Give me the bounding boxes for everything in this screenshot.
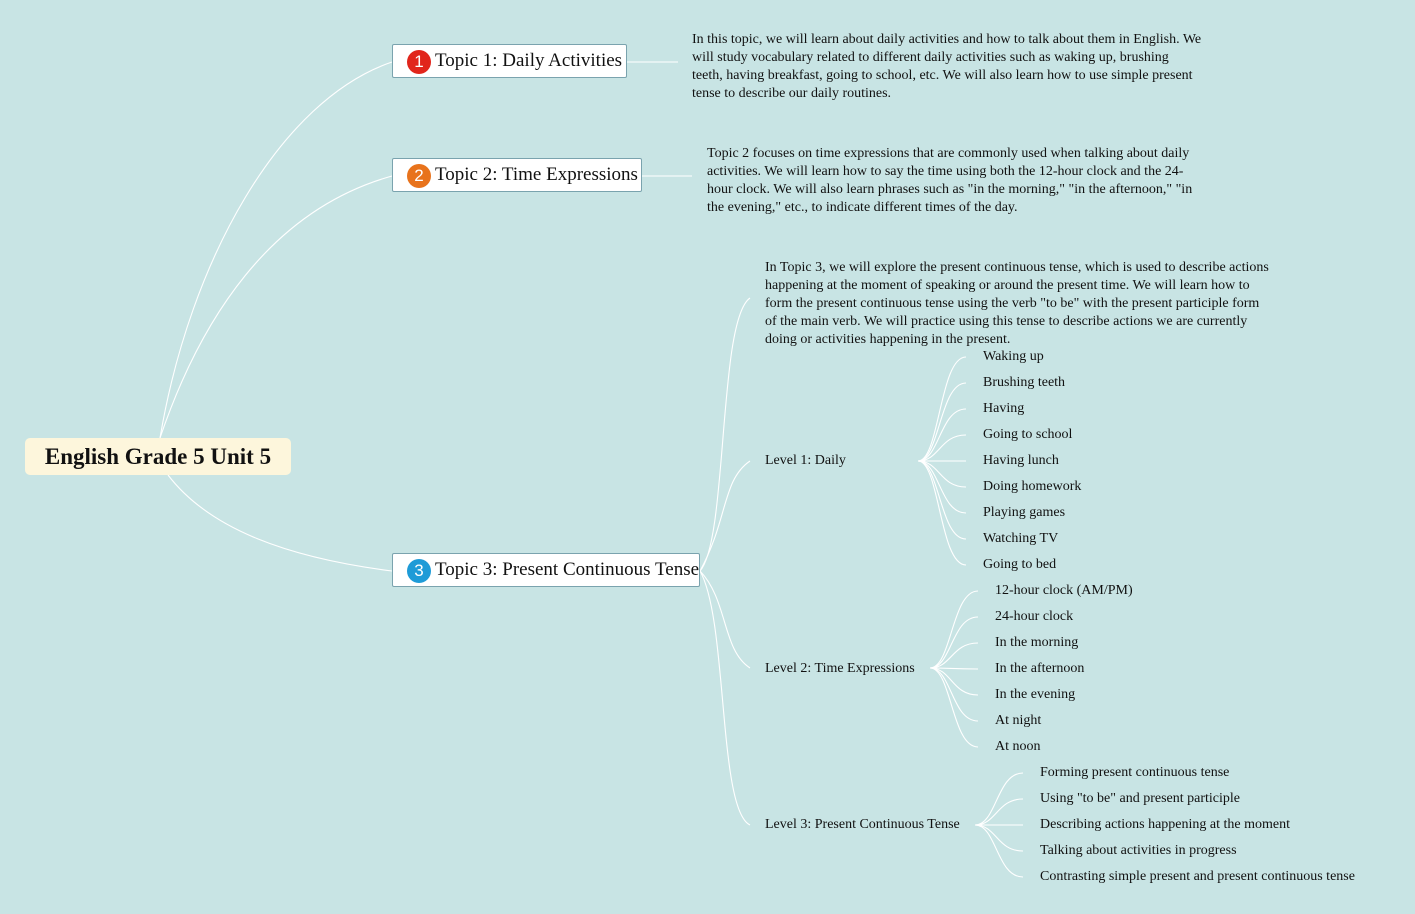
leaf-level-2-item[interactable]: 12-hour clock (AM/PM) — [995, 583, 1133, 598]
leaf-level-2-item[interactable]: In the evening — [995, 687, 1076, 702]
topic-3-label: Topic 3: Present Continuous Tense — [435, 559, 700, 580]
leaf-level-1-item[interactable]: Going to school — [983, 427, 1073, 442]
number-badge-2-icon: 2 — [407, 164, 431, 188]
leaf-connector — [975, 825, 1023, 877]
number-badge-3-icon: 3 — [407, 559, 431, 583]
leaf-level-1-item[interactable]: Waking up — [983, 349, 1044, 364]
topic-2-label: Topic 2: Time Expressions — [435, 164, 638, 185]
leaf-connector — [918, 383, 966, 461]
leaf-level-1-item[interactable]: Having lunch — [983, 453, 1059, 468]
level-2-node[interactable]: Level 2: Time Expressions — [765, 661, 915, 676]
leaf-level-2-item[interactable]: In the morning — [995, 635, 1079, 650]
level-3-node[interactable]: Level 3: Present Continuous Tense — [765, 817, 960, 832]
leaf-level-2-item[interactable]: In the afternoon — [995, 661, 1085, 676]
leaf-level-1-item[interactable]: Brushing teeth — [983, 375, 1066, 390]
leaf-connector — [975, 825, 1023, 851]
leaf-connector — [930, 668, 978, 747]
leaf-level-2-item[interactable]: At noon — [995, 739, 1041, 754]
topic-1-node[interactable] — [392, 44, 627, 78]
leaf-level-1-item[interactable]: Going to bed — [983, 557, 1057, 572]
topic-1-label: Topic 1: Daily Activities — [435, 50, 623, 71]
leaf-connector — [930, 591, 978, 668]
leaf-connector — [975, 773, 1023, 825]
leaf-level-3-item[interactable]: Contrasting simple present and present continuous tense — [1040, 869, 1355, 884]
leaf-connector — [918, 461, 966, 539]
central-topic-label: English Grade 5 Unit 5 — [44, 444, 272, 469]
leaf-level-1-item[interactable]: Playing games — [983, 505, 1066, 520]
number-badge-1-icon: 1 — [407, 50, 431, 74]
topic-2-node[interactable] — [392, 158, 642, 192]
leaf-level-3-item[interactable]: Forming present continuous tense — [1040, 765, 1230, 780]
leaf-level-1-item[interactable]: Doing homework — [983, 479, 1082, 494]
leaf-level-1-item[interactable]: Watching TV — [983, 531, 1059, 546]
central-topic[interactable] — [25, 438, 291, 475]
topic-3-node[interactable] — [392, 553, 700, 587]
topic-3-description: In Topic 3, we will explore the present continuous tense, which is used to describe actions happening at the moment of speaking or around the present time. We will learn how to form the present continuous tense using the verb "to be" with the present participle form of the main verb. We will practice using this tense to describe actions we are currently doing or activities happening in the present. — [765, 260, 1269, 347]
leaf-level-2-item[interactable]: At night — [995, 713, 1042, 728]
topic-1-description: In this topic, we will learn about daily activities and how to talk about them in English. We will study vocabulary related to different daily activities such as waking up, brushing teeth, having breakfast, going to school, etc. We will also learn how to use simple present tense to describe our daily routines. — [692, 32, 1202, 101]
level-1-node[interactable]: Level 1: Daily — [765, 453, 846, 468]
leaf-connector — [975, 799, 1023, 825]
leaf-level-2-item[interactable]: 24-hour clock — [995, 609, 1074, 624]
leaf-level-1-item[interactable]: Having — [983, 401, 1025, 416]
leaf-level-3-item[interactable]: Talking about activities in progress — [1040, 843, 1237, 858]
leaf-level-3-item[interactable]: Describing actions happening at the moment — [1040, 817, 1290, 832]
leaf-level-3-item[interactable]: Using "to be" and present participle — [1040, 791, 1240, 806]
topic-2-description: Topic 2 focuses on time expressions that are commonly used when talking about daily activities. We will learn how to say the time using both the 12-hour clock and the 24-hour clock. We will also learn phrases such as "in the morning," "in the afternoon," "in the evening," etc., to indicate different times of the day. — [707, 146, 1193, 215]
